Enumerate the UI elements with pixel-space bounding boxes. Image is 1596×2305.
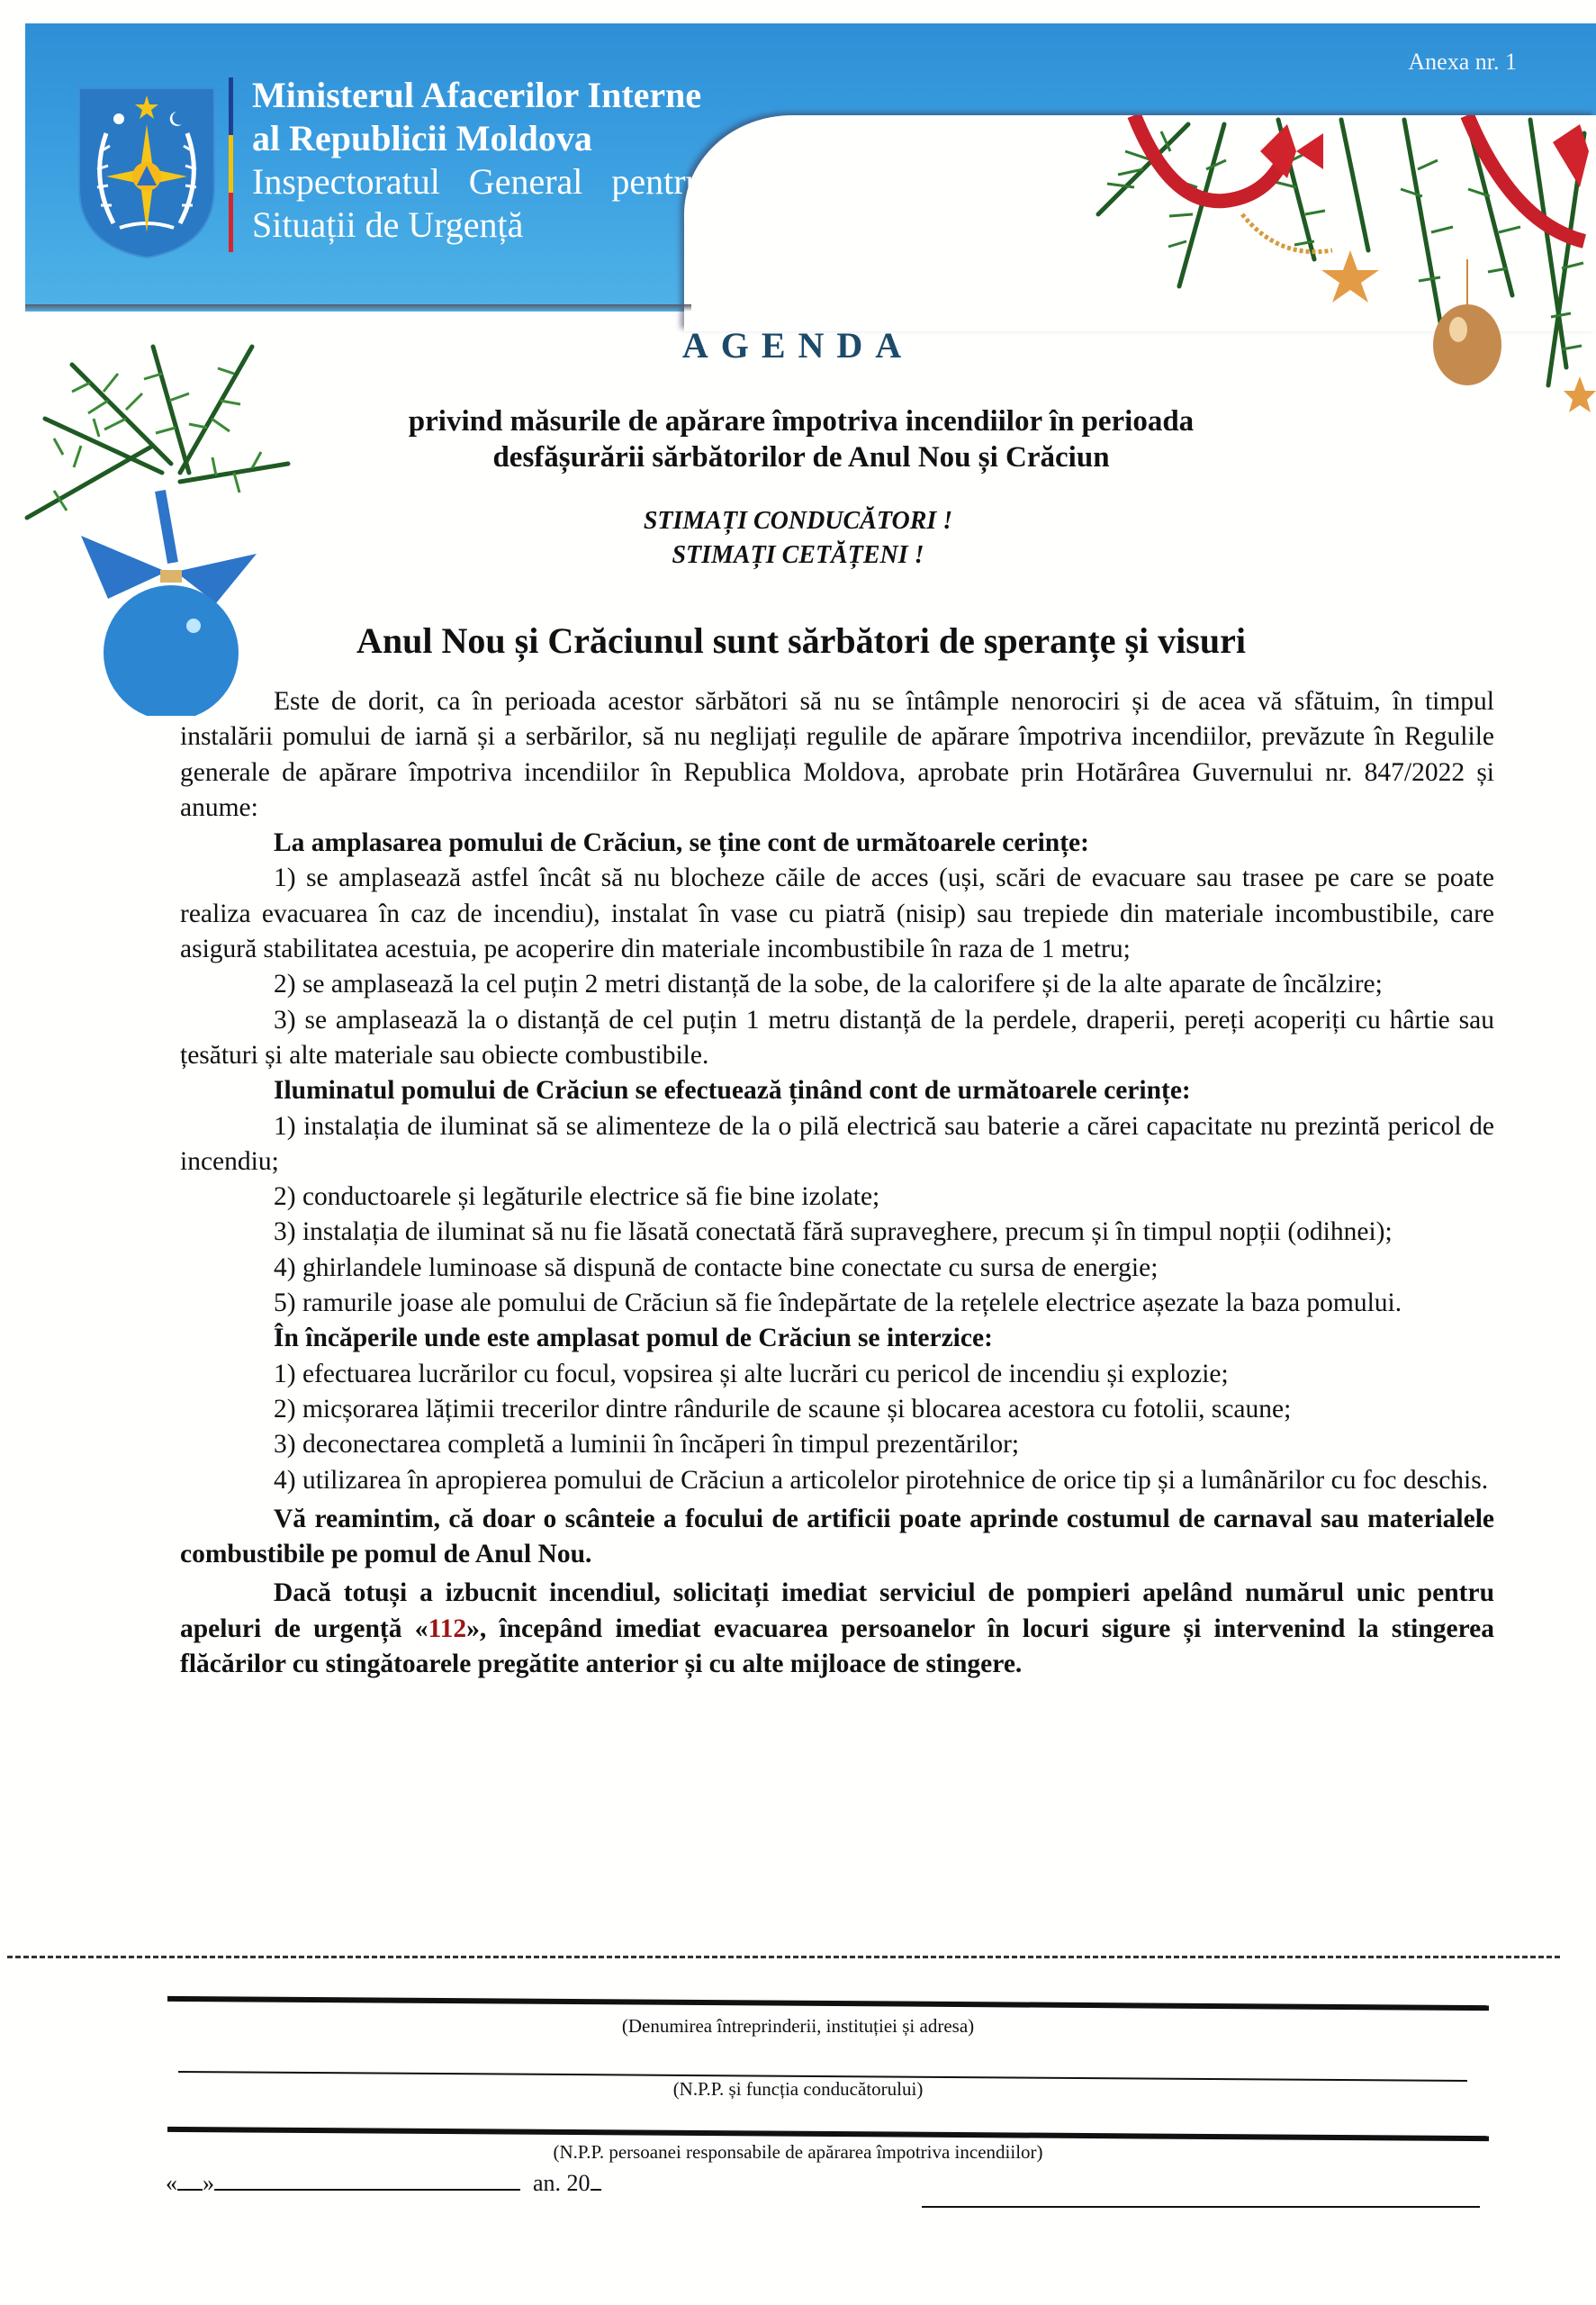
responsible-field-line[interactable] — [167, 2127, 1489, 2141]
section-heading: Iluminatul pomului de Crăciun se efectuează ținând cont de următoarele cerințe: — [274, 1076, 1191, 1106]
list-item: 4) utilizarea în apropierea pomului de Crăciun a articolelor pirotehnice de orice tip și a lumânărilor cu foc deschis. — [274, 1465, 1489, 1495]
annex-label: Anexa nr. 1 — [1408, 49, 1517, 75]
caption-company: (Denumirea întreprinderii, instituției și adresa) — [621, 2015, 975, 2037]
list-item: 3) deconectarea completă a luminii în încăperi în timpul prezentărilor; — [274, 1430, 1020, 1460]
month-blank[interactable] — [214, 2189, 520, 2191]
list-item: 2) conductoarele și legăturile electrice să fie bine izolate; — [274, 1182, 880, 1212]
igsu-emblem-icon — [70, 79, 223, 259]
section-heading: La amplasarea pomului de Crăciun, se ține cont de următoarele cerințe: — [274, 828, 1089, 858]
document-title: AGENDA — [681, 325, 915, 366]
section-heading: În încăperile unde este amplasat pomul de Crăciun se interzice: — [274, 1324, 993, 1353]
year-label: an. 20 — [533, 2170, 591, 2196]
ministry-line-4: Situații de Urgență — [252, 204, 524, 245]
list-item: 3) se amplasează la o distanță de cel puțin 1 metru distanță de la perdele, draperii, pereți acoperiți cu hârtie sau țesături și alte materiale sau obiecte combustibile. — [180, 1005, 1494, 1070]
christmas-garland-icon — [1044, 115, 1596, 412]
emergency-paragraph — [180, 1576, 1494, 1682]
document-subtitle — [270, 403, 1332, 475]
list-item: 3) instalația de iluminat să nu fie lăsată conectată fără supraveghere, precum și în timpul nopții (odihnei); — [274, 1217, 1393, 1247]
date-open-quote: « — [166, 2170, 177, 2196]
list-item: 5) ramurile joase ale pomului de Crăciun să fie îndepărtate de la rețelele electrice așezate la baza pomului. — [274, 1288, 1402, 1318]
emergency-text-after: », începând imediat evacuarea persoanelor în locuri sigure și intervenind la stingerea flăcărilor cu stingătoarele pregătite anterior și cu alte mijloace de stingere. — [180, 1614, 1494, 1679]
date-field[interactable] — [166, 2170, 601, 2197]
company-field-line[interactable] — [167, 1996, 1489, 2011]
signature-line[interactable] — [922, 2206, 1480, 2208]
subtitle-line-1: privind măsurile de apărare împotriva incendiilor în perioada — [408, 405, 1195, 438]
ministry-line-1: Ministerul Afacerilor Interne — [252, 75, 702, 115]
greeting — [0, 504, 1596, 573]
document-body — [180, 684, 1494, 1682]
list-item: 2) micșorarea lățimii trecerilor dintre rândurile de scaune și blocarea acestora cu fotolii, scaune; — [274, 1394, 1292, 1424]
greeting-line-2: STIMAȚI CETĂȚENI ! — [672, 541, 924, 569]
list-item: 1) se amplasează astfel încât să nu blocheze căile de acces (uși, scări de evacuare sau trasee pe care se poate realiza evacuarea în caz de incendiu), instalat în vase cu piatră (nisip) sau trepiede din materiale incombustibile, care asigură stabilitatea acestuia, pe acoperire din materiale incombustibile în raza de 1 metru; — [180, 863, 1494, 964]
list-item: 1) efectuarea lucrărilor cu focul, vopsirea și alte lucrări cu pericol de incendiu și explozie; — [274, 1359, 1229, 1388]
subtitle-line-2: desfășurării sărbătorilor de Anul Nou și Crăciun — [492, 441, 1110, 474]
intro-paragraph: Este de dorit, ca în perioada acestor sărbători să nu se întâmple nenorociri și de acea vă sfătuim, în timpul instalării pomului de iarnă și a serbărilor, să nu neglijați regulile de apărare împotriva incendiilor, prevăzute în Regulile generale de apărare împotriva incendiilor în Republica Moldova, aprobate prin Hotărârea Guvernului nr. 847/2022 și anume: — [180, 687, 1494, 822]
list-item: 1) instalația de iluminat să se alimenteze de la o pilă electrică sau baterie a cărei capacitate nu prezintă pericol de incendiu; — [180, 1111, 1494, 1176]
date-close-quote: » — [203, 2170, 214, 2196]
emergency-number: 112 — [428, 1614, 467, 1643]
list-item: 2) se amplasează la cel puțin 2 metri distanță de la sobe, de la calorifere și de la alte aparate de încălzire; — [274, 970, 1383, 999]
year-blank[interactable] — [591, 2189, 601, 2191]
ministry-name — [252, 74, 704, 247]
greeting-line-1: STIMAȚI CONDUCĂTORI ! — [643, 507, 953, 535]
caption-responsible: (N.P.P. persoanei responsabile de apărarea împotriva incendiilor) — [553, 2141, 1043, 2163]
cut-line-divider — [7, 1956, 1560, 1958]
ministry-line-2: al Republicii Moldova — [252, 118, 592, 158]
list-item: 4) ghirlandele luminoase să dispună de contacte bine conectate cu sursa de energie; — [274, 1252, 1159, 1282]
slogan-heading: Anul Nou și Crăciunul sunt sărbători de speranțe și visuri — [356, 620, 1246, 661]
ministry-line-3: Inspectoratul General pentru — [252, 161, 704, 202]
day-blank[interactable] — [177, 2189, 203, 2191]
caption-manager: (N.P.P. și funcția conducătorului) — [672, 2078, 924, 2100]
reminder-paragraph: Vă reamintim, că doar o scânteie a focului de artificii poate aprinde costumul de carnaval sau materialele combustibile pe pomul de Anul Nou. — [180, 1504, 1494, 1569]
emergency-text-before: Dacă totuși a izbucnit incendiul, solicitați imediat serviciul de pompieri apelând numărul unic pentru apeluri de urgență « — [180, 1578, 1494, 1643]
flag-tricolor-bar — [229, 77, 233, 252]
